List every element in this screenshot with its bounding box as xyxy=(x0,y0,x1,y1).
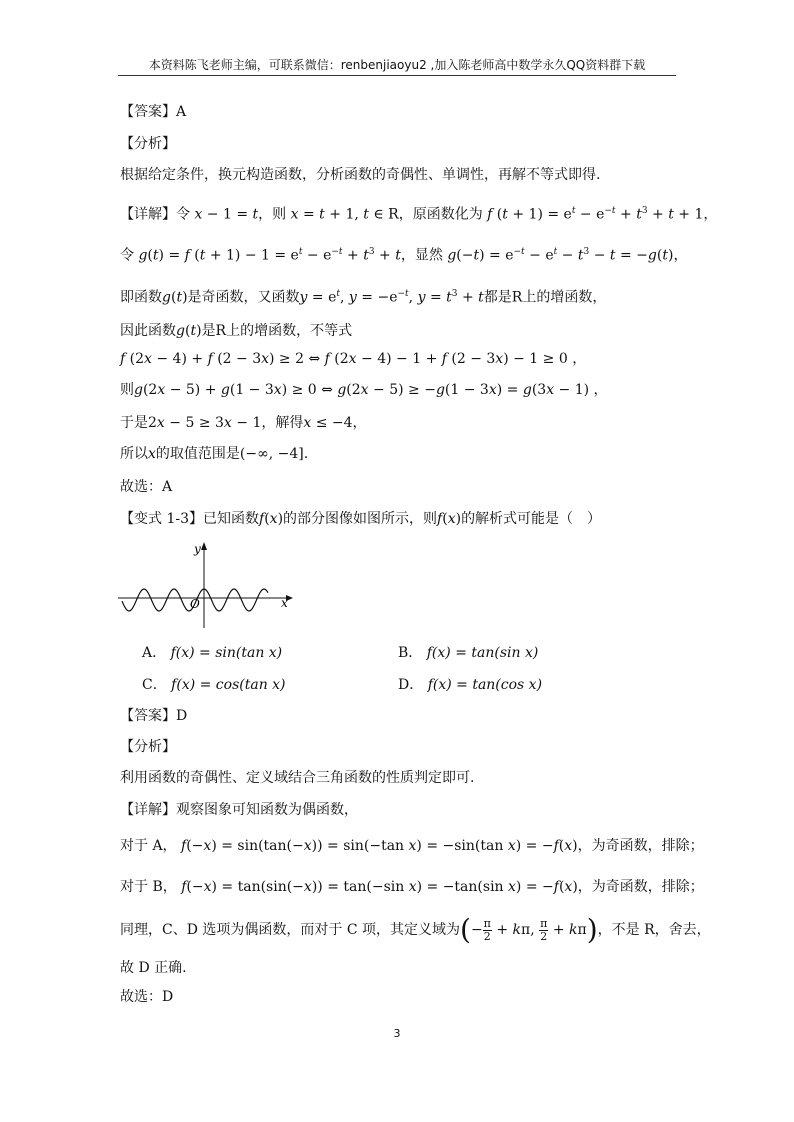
option-a-expr: f(x) = sin(tan x) xyxy=(170,645,283,661)
option-b-letter: B． xyxy=(398,645,423,661)
detail-text: 都是R上的增函数， xyxy=(483,289,607,306)
detail-text: 同理，C、D 选项为偶函数，而对于 C 项，其定义域为 xyxy=(120,922,460,938)
analysis-label-2: 【分析】 xyxy=(120,739,176,755)
math-expr: y xyxy=(299,289,308,306)
detail-line-p2-c: 同理，C、D 选项为偶函数，而对于 C 项，其定义域为(− $\frac{\pi}{2}$ + kπ, $\frac{\pi}{2}$ + kπ)，不是 R，舍去， xyxy=(120,913,711,946)
detail-line-4: 因此函数g(t)是R上的增函数，不等式 xyxy=(120,323,353,339)
detail-text: 因此函数 xyxy=(120,323,176,339)
detail-text: 于是 xyxy=(120,415,148,431)
analysis-label-1: 【分析】 xyxy=(120,136,176,152)
detail-text: 对于 A， xyxy=(120,838,177,854)
math-expr: g xyxy=(447,247,457,264)
question-text: 已知函数 xyxy=(203,511,259,527)
page-number: 3 xyxy=(393,1027,401,1040)
detail-text: 的取值范围是 xyxy=(155,446,240,462)
detail-line-1: 【详解】令 x − 1 = t，则 x = t + 1, t ∈ R，原函数化为 f $(t + 1) = e^t - e^{-t} + t^3 + t + 1$， xyxy=(120,206,718,223)
analysis-text-2: 利用函数的奇偶性、定义域结合三角函数的性质判定即可. xyxy=(120,770,475,786)
x-axis-label: x xyxy=(281,596,288,610)
detail-text: ，为奇函数，排除； xyxy=(577,838,704,854)
detail-text: ，原函数化为 xyxy=(398,206,483,223)
option-a[interactable] xyxy=(142,643,282,663)
detail-text: 观察图象可知函数为偶函数， xyxy=(176,802,358,818)
detail-text: ， xyxy=(703,206,718,223)
detail-text: ，显然 xyxy=(400,247,443,264)
detail-text: 即函数 xyxy=(120,289,162,306)
math-expr: f xyxy=(120,351,126,367)
detail-line-2: 令 g(t) = f $(t + 1) - 1 = e^t - e^{-t} + t^3 + t$，显然 $g(-t) = e^{-t} - e^t - t^3 - t = -g(t)$， xyxy=(120,247,688,264)
question-text: 的解析式可能是（ ） xyxy=(461,511,602,527)
math-expr: f xyxy=(487,206,493,223)
detail-line-5: f (2x − 4) + f (2 − 3x) ≥ 2 ⇔ f (2x − 4) − 1 + f (2 − 3x) − 1 ≥ 0 ， xyxy=(120,351,587,367)
detail-text: ，为奇函数，排除； xyxy=(577,879,704,895)
answer-2: 【答案】D xyxy=(120,708,188,724)
detail-label-1: 【详解】 xyxy=(120,206,176,223)
detail-text: 则 xyxy=(120,382,134,398)
option-c-expr: f(x) = cos(tan x) xyxy=(171,677,286,693)
detail-text: 令 xyxy=(120,247,134,264)
option-c[interactable] xyxy=(142,675,286,695)
conclusion-1: 故选：A xyxy=(120,479,173,495)
option-c-letter: C． xyxy=(142,677,167,693)
math-expr: g xyxy=(138,247,148,264)
detail-text: 对于 B， xyxy=(120,879,177,895)
detail-line-6: 则g(2x − 5) + g(1 − 3x) ≥ 0 ⇔ g(2x − 5) ≥ −g(1 − 3x) = g(3x − 1) ， xyxy=(120,382,608,398)
option-d-letter: D． xyxy=(398,677,424,693)
option-a-letter: A． xyxy=(142,645,167,661)
detail-text: ，不是 R，舍去， xyxy=(597,922,711,938)
detail-text: ，解得 xyxy=(261,415,304,431)
detail-line-p2-1 xyxy=(120,800,676,820)
variant-label: 【变式 1-3】 xyxy=(120,511,203,527)
detail-line-8: 所以x的取值范围是(−∞, −4]. xyxy=(120,446,309,462)
conclusion-2: 故选：D xyxy=(120,989,174,1005)
analysis-text-1: 根据给定条件，换元构造函数，分析函数的奇偶性、单调性，再解不等式即得. xyxy=(120,167,601,183)
detail-text: 令 xyxy=(176,206,190,223)
detail-line-p2-d: 故 D 正确. xyxy=(120,960,187,976)
detail-text: ， xyxy=(352,415,367,431)
math-expr: g xyxy=(176,323,185,339)
detail-line-7: 于是2x − 5 ≥ 3x − 1，解得x ≤ −4， xyxy=(120,415,367,431)
y-axis-label: y xyxy=(194,542,201,556)
option-b[interactable] xyxy=(398,643,538,663)
variant-question: 【变式 1-3】已知函数f(x)的部分图像如图所示，则f(x)的解析式可能是（ ） xyxy=(120,511,602,527)
option-b-expr: f(x) = tan(sin x) xyxy=(426,645,539,661)
math-expr: x xyxy=(194,206,203,223)
detail-text: . xyxy=(303,446,309,462)
detail-text: 是R上的增函数，不等式 xyxy=(201,323,353,339)
page-header: 本资料陈飞老师主编，可联系微信：renbenjiaoyu2 ,加入陈老师高中数学永久QQ资料群下载 xyxy=(148,58,646,72)
detail-label-2: 【详解】 xyxy=(120,802,176,818)
detail-text: 所以 xyxy=(120,446,148,462)
detail-line-p2-a: 对于 A， f(−x) = sin(tan(−x)) = sin(−tan x) = −sin(tan x) = −f(x)，为奇函数，排除； xyxy=(120,838,704,854)
header-rule xyxy=(118,75,676,76)
detail-line-3: 即函数g(t)是奇函数，又函数$y = e^t$, $y = -e^{-t}$, $y = t^3 + t$都是R上的增函数， xyxy=(120,289,607,306)
math-expr: g xyxy=(162,289,171,306)
question-text: 的部分图像如图所示，则 xyxy=(283,511,438,527)
origin-label: O xyxy=(190,597,200,611)
detail-text: 是奇函数，又函数 xyxy=(187,289,300,306)
y-axis-arrow-icon xyxy=(201,542,207,550)
answer-1: 【答案】A xyxy=(120,104,187,120)
option-d-expr: f(x) = tan(cos x) xyxy=(427,677,543,693)
math-expr: g xyxy=(134,382,143,398)
detail-text: ， xyxy=(673,247,688,264)
detail-text: ，则 xyxy=(258,206,287,223)
detail-line-p2-b: 对于 B， f(−x) = tan(sin(−x)) = tan(−sin x) = −tan(sin x) = −f(x)，为奇函数，排除； xyxy=(120,879,704,895)
option-d[interactable] xyxy=(398,675,542,695)
function-graph xyxy=(118,538,293,630)
